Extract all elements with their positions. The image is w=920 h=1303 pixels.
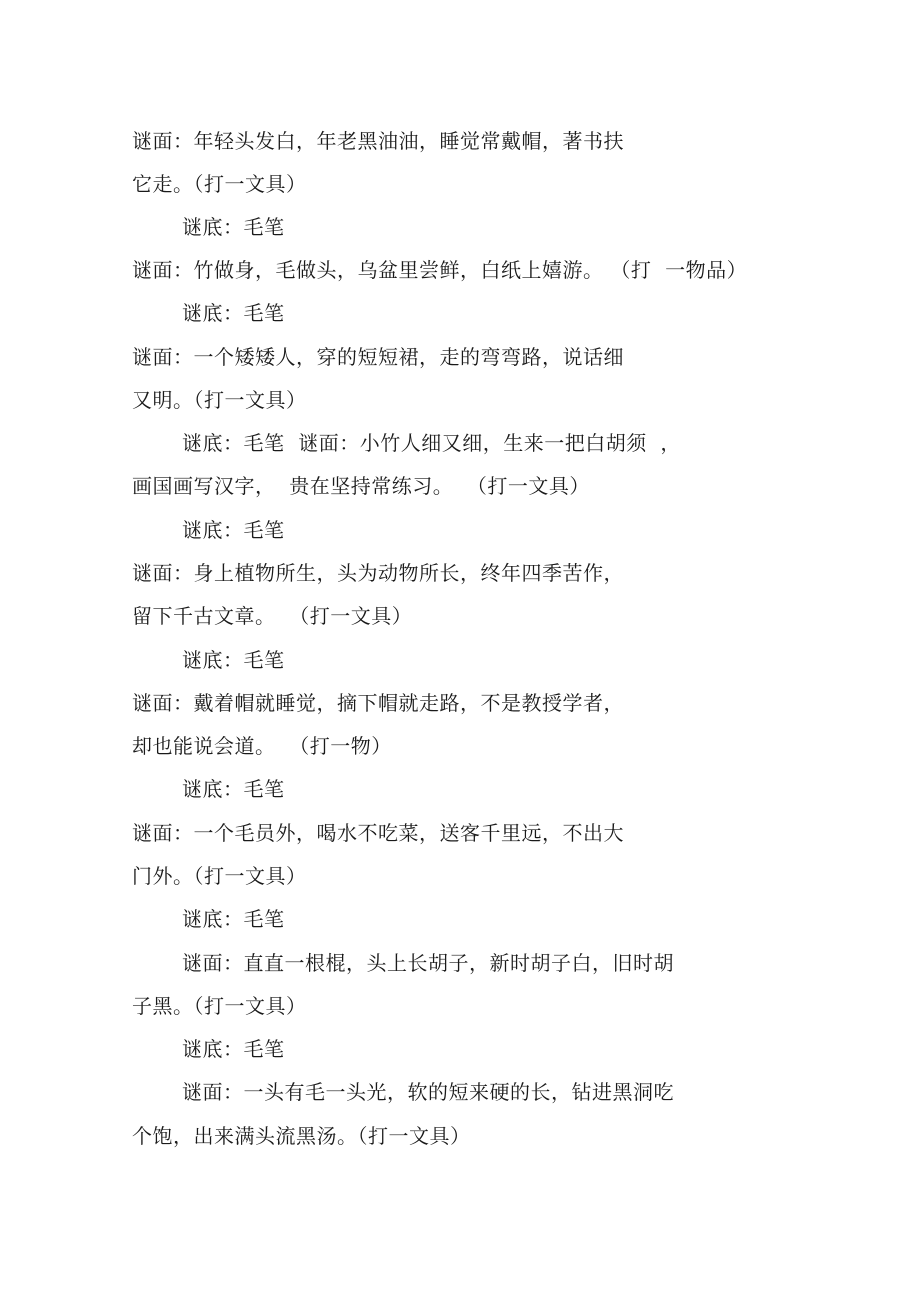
text-line: 却也能说会道。 （打一物） [132, 734, 392, 758]
text-line: 谜底：毛笔 [182, 777, 285, 801]
text-line: 个饱，出来满头流黑汤。（打一文具） [132, 1124, 471, 1148]
text-line: 子黑。（打一文具） [132, 994, 307, 1018]
text-line: 留下千古文章。 （打一文具） [132, 604, 413, 628]
text-line: 谜面：一个毛员外，喝水不吃菜，送客千里远，不出大 [132, 821, 624, 845]
text-line: 谜面：一头有毛一头光，软的短来硬的长，钻进黑洞吃 [182, 1080, 674, 1104]
text-line: 谜底：毛笔 [182, 518, 285, 542]
text-line: 谜面：竹做身，毛做头，乌盆里尝鲜，白纸上嬉游。 （打 一物品） [132, 258, 748, 282]
text-line: 谜面：一个矮矮人，穿的短短裙，走的弯弯路，说话细 [132, 345, 624, 369]
text-line: 谜底：毛笔 [182, 215, 285, 239]
text-line: 谜底：毛笔 [182, 648, 285, 672]
text-line: 谜面：直直一根棍，头上长胡子，新时胡子白，旧时胡 [182, 951, 674, 975]
text-line: 又明。（打一文具） [132, 388, 307, 412]
text-line: 谜面：戴着帽就睡觉，摘下帽就走路，不是教授学者， [132, 691, 624, 715]
text-line: 谜底：毛笔 谜面：小竹人细又细，生来一把白胡须 ， [182, 431, 681, 455]
text-line: 画国画写汉字， 贵在坚持常练习。 （打一文具） [132, 474, 590, 498]
text-line: 门外。（打一文具） [132, 864, 307, 888]
text-line: 谜底：毛笔 [182, 1037, 285, 1061]
text-line: 谜面：年轻头发白，年老黑油油，睡觉常戴帽，著书扶 [132, 129, 624, 153]
text-line: 谜面：身上植物所生，头为动物所长，终年四季苦作， [132, 561, 624, 585]
text-line: 谜底：毛笔 [182, 301, 285, 325]
text-line: 它走。（打一文具） [132, 172, 307, 196]
text-line: 谜底：毛笔 [182, 907, 285, 931]
